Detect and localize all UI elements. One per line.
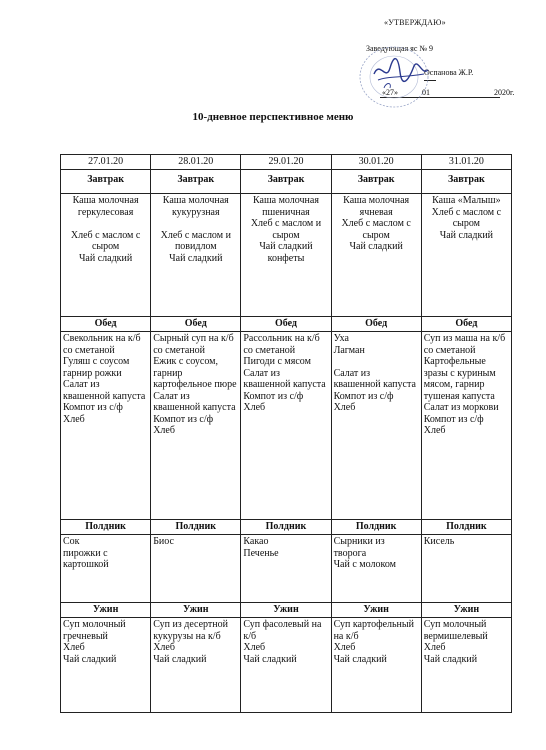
dinner-header-row	[61, 603, 512, 618]
menu-table	[60, 154, 512, 713]
date-cell: 27.01.20	[61, 155, 151, 170]
breakfast-cell: Каша молочная кукурузная Хлеб с маслом и повидлом Чай сладкий	[151, 194, 241, 317]
approval-position: Заведующая яс № 9	[366, 44, 434, 53]
lunch-cell: Свекольник на к/б со сметаной Гуляш с соусом гарнир рожки Салат из квашенной капуста Компот из с/ф Хлеб	[61, 332, 151, 520]
meal-label: Полдник	[61, 520, 151, 535]
meal-label: Обед	[421, 317, 511, 332]
meal-label: Ужин	[61, 603, 151, 618]
meal-label: Ужин	[331, 603, 421, 618]
meal-label: Обед	[331, 317, 421, 332]
approval-name: Оспанова Ж.Р.	[424, 68, 474, 77]
date-cell: 29.01.20	[241, 155, 331, 170]
snack-cell: Кисель	[421, 535, 511, 603]
meal-label: Обед	[151, 317, 241, 332]
meal-label: Завтрак	[421, 170, 511, 194]
snack-cell: Биос	[151, 535, 241, 603]
lunch-cell: Рассольник на к/б со сметаной Пигоди с мясом Салат из квашенной капуста Компот из с/ф Хлеб	[241, 332, 331, 520]
approval-month: 01	[422, 88, 430, 97]
meal-label: Завтрак	[241, 170, 331, 194]
breakfast-row	[61, 194, 512, 317]
snack-cell: Какао Печенье	[241, 535, 331, 603]
dinner-row	[61, 618, 512, 713]
breakfast-cell: Каша молочная пшеничная Хлеб с маслом и сыром Чай сладкий конфеты	[241, 194, 331, 317]
date-cell: 28.01.20	[151, 155, 241, 170]
approval-heading: «УТВЕРЖДАЮ»	[384, 18, 446, 27]
lunch-row	[61, 332, 512, 520]
breakfast-cell: Каша «Малыш» Хлеб с маслом с сыром Чай сладкий	[421, 194, 511, 317]
approval-day: «27»	[382, 88, 398, 97]
breakfast-cell: Каша молочная геркулесовая Хлеб с маслом с сыром Чай сладкий	[61, 194, 151, 317]
meal-label: Полдник	[241, 520, 331, 535]
snack-row	[61, 535, 512, 603]
date-cell: 30.01.20	[331, 155, 421, 170]
date-cell: 31.01.20	[421, 155, 511, 170]
dinner-cell: Суп молочный вермишелевый Хлеб Чай сладкий	[421, 618, 511, 713]
dinner-cell: Суп фасолевый на к/б Хлеб Чай сладкий	[241, 618, 331, 713]
lunch-cell: Уха Лагман Салат из квашенной капуста Компот из с/ф Хлеб	[331, 332, 421, 520]
snack-header-row	[61, 520, 512, 535]
dinner-cell: Суп молочный гречневый Хлеб Чай сладкий	[61, 618, 151, 713]
snack-cell: Сырники из творога Чай с молоком	[331, 535, 421, 603]
meal-label: Завтрак	[61, 170, 151, 194]
meal-label: Ужин	[421, 603, 511, 618]
meal-label: Завтрак	[331, 170, 421, 194]
meal-label: Ужин	[241, 603, 331, 618]
meal-label: Обед	[61, 317, 151, 332]
signature-icon	[370, 52, 430, 92]
meal-label: Полдник	[331, 520, 421, 535]
document-title: 10-дневное перспективное меню	[192, 111, 354, 123]
approval-year: 2020г.	[494, 88, 515, 97]
lunch-cell: Сырный суп на к/б со сметаной Ежик с соусом, гарнир картофельное пюре Салат из квашенной капуста Компот из с/ф Хлеб	[151, 332, 241, 520]
meal-label: Полдник	[421, 520, 511, 535]
meal-label: Полдник	[151, 520, 241, 535]
dinner-cell: Суп картофельный на к/б Хлеб Чай сладкий	[331, 618, 421, 713]
meal-label: Обед	[241, 317, 331, 332]
meal-label: Ужин	[151, 603, 241, 618]
lunch-cell: Суп из маша на к/б со сметаной Картофельные зразы с куриным мясом, гарнир тушеная капуста Салат из моркови Компот из с/ф Хлеб	[421, 332, 511, 520]
meal-label: Завтрак	[151, 170, 241, 194]
dinner-cell: Суп из десертной кукурузы на к/б Хлеб Чай сладкий	[151, 618, 241, 713]
dates-row	[61, 155, 512, 170]
lunch-header-row	[61, 317, 512, 332]
breakfast-cell: Каша молочная ячневая Хлеб с маслом с сыром Чай сладкий	[331, 194, 421, 317]
snack-cell: Сок пирожки с картошкой	[61, 535, 151, 603]
breakfast-header-row	[61, 170, 512, 194]
